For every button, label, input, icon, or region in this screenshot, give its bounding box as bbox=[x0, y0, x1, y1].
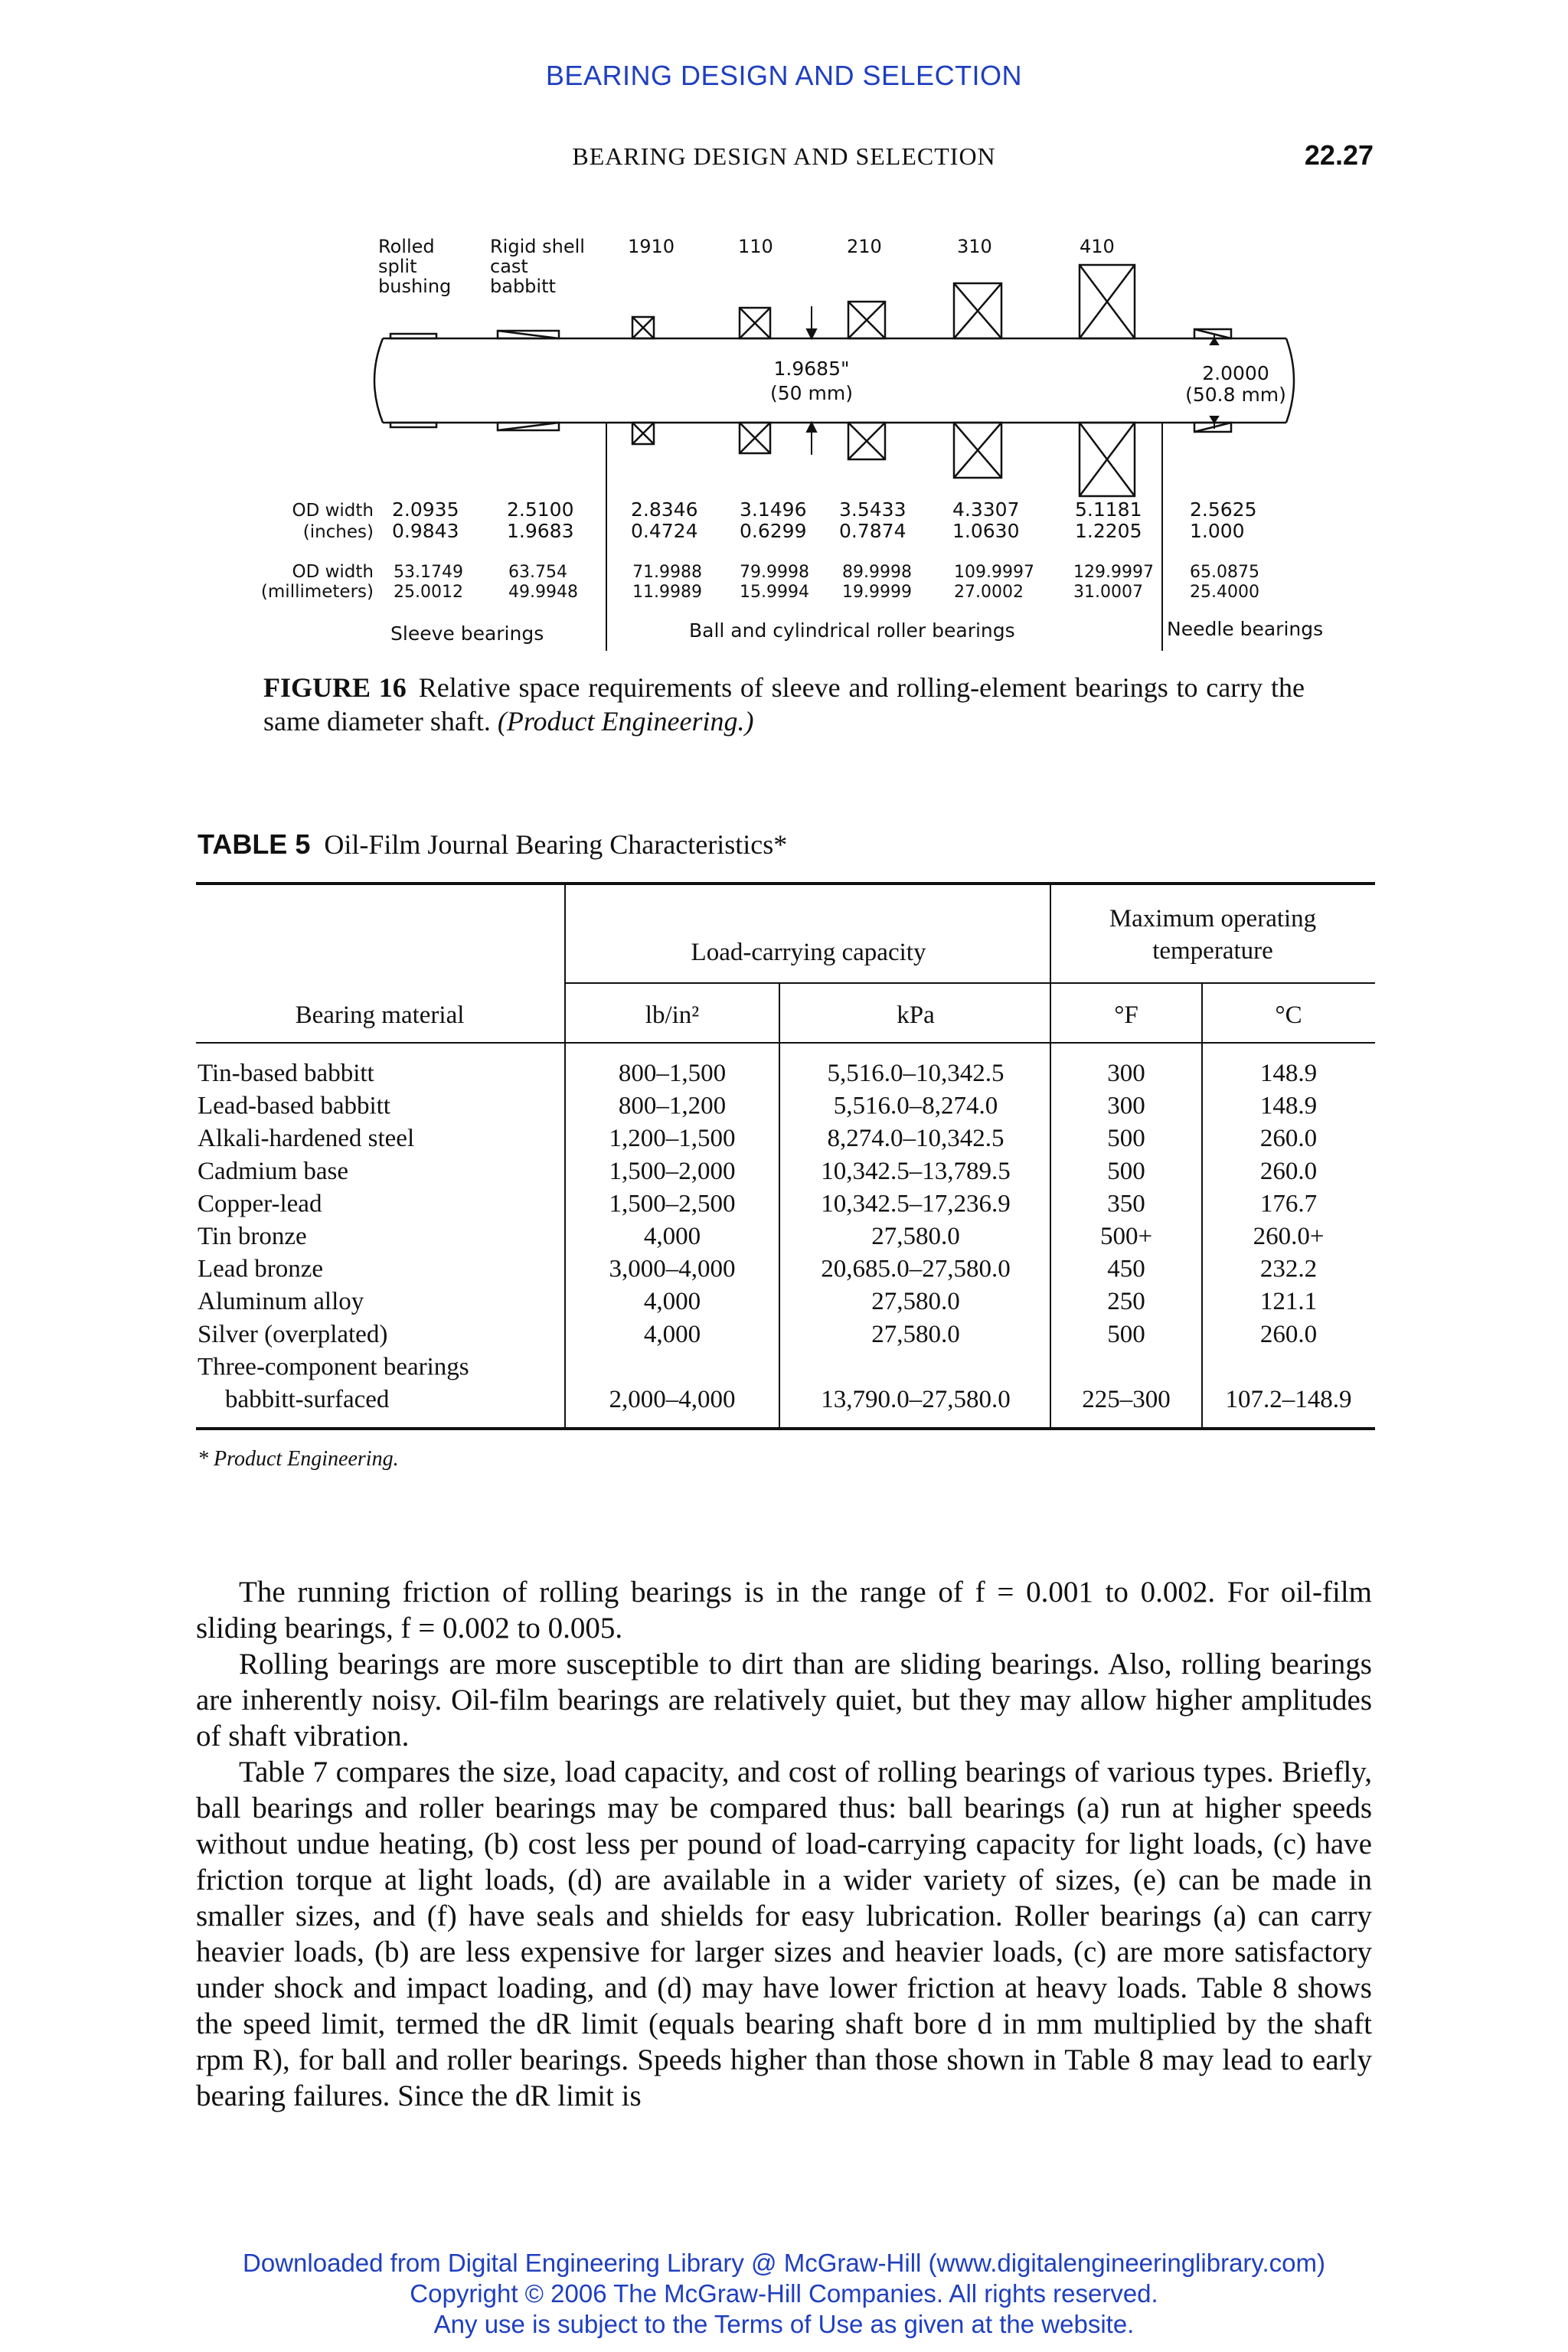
value-in: 0.9843 bbox=[392, 520, 459, 542]
table-title bbox=[198, 828, 787, 861]
table-row bbox=[225, 1386, 1352, 1413]
header-c: °C bbox=[1275, 1001, 1302, 1029]
figure-values-inches bbox=[392, 498, 1256, 542]
label-rolled: Rolled bbox=[378, 236, 435, 257]
table-cell-kpa: 10,342.5–13,789.5 bbox=[821, 1157, 1011, 1185]
table-cell-c: 176.7 bbox=[1259, 1190, 1318, 1218]
table-cell-material: Tin-based babbitt bbox=[198, 1060, 374, 1087]
table-cell-material: Three-component bearings bbox=[198, 1353, 469, 1381]
header-material: Bearing material bbox=[295, 1001, 465, 1029]
table-cell-material: Tin bronze bbox=[198, 1223, 307, 1250]
table-cell-lbin: 4,000 bbox=[643, 1223, 701, 1250]
group-header-load: Load-carrying capacity bbox=[691, 939, 926, 966]
table-cell-c: 260.0 bbox=[1259, 1157, 1318, 1185]
table-cell-f: 350 bbox=[1107, 1190, 1145, 1218]
row-label-millimeters: (millimeters) bbox=[260, 582, 374, 602]
table-cell-c: 121.1 bbox=[1259, 1288, 1318, 1316]
table-row bbox=[198, 1190, 1317, 1217]
table-cell-material: Silver (overplated) bbox=[198, 1320, 388, 1348]
rolling-bearing-sections bbox=[632, 265, 1135, 496]
value-mm: 49.9948 bbox=[508, 583, 578, 602]
table-cell-kpa: 27,580.0 bbox=[871, 1320, 960, 1348]
table-cell-material: Cadmium base bbox=[198, 1157, 349, 1185]
label-bushing: bushing bbox=[378, 276, 452, 297]
needle-dim-inch: 2.0000 bbox=[1202, 362, 1269, 384]
table-cell-f: 500 bbox=[1107, 1320, 1145, 1348]
table-row bbox=[198, 1256, 1317, 1283]
table-cell-lbin: 3,000–4,000 bbox=[609, 1255, 736, 1283]
table-cell-kpa: 27,580.0 bbox=[871, 1288, 960, 1316]
table-cell-material: Lead bronze bbox=[198, 1255, 323, 1283]
value-mm: 65.0875 bbox=[1190, 563, 1259, 582]
table-cell-f: 500+ bbox=[1099, 1223, 1153, 1250]
value-mm: 109.9997 bbox=[954, 563, 1034, 582]
value-in: 2.5625 bbox=[1190, 498, 1257, 521]
table-row bbox=[198, 1288, 1317, 1315]
table-cell-kpa: 8,274.0–10,342.5 bbox=[827, 1125, 1004, 1153]
table-cell-lbin: 800–1,500 bbox=[618, 1060, 727, 1087]
value-mm: 19.9999 bbox=[842, 583, 912, 602]
label-cast: cast bbox=[490, 256, 528, 277]
paragraph: Rolling bearings are more susceptible to dirt than are sliding bearings. Also, rolling bearings are inherently noisy. Oil-film bearings are relatively quiet, but they may allow higher amplitudes of shaft vibration. bbox=[196, 1648, 1372, 1753]
table-cell-lbin: 2,000–4,000 bbox=[609, 1386, 736, 1413]
table-cell-kpa: 20,685.0–27,580.0 bbox=[821, 1255, 1011, 1283]
running-head: BEARING DESIGN AND SELECTION bbox=[572, 142, 996, 170]
table-cell-kpa: 5,516.0–8,274.0 bbox=[833, 1092, 998, 1120]
label-110: 110 bbox=[738, 236, 773, 257]
value-mm: 129.9997 bbox=[1073, 563, 1154, 582]
table-cell-f: 500 bbox=[1107, 1157, 1145, 1185]
footer-line: Copyright © 2006 The McGraw-Hill Companies. All rights reserved. bbox=[410, 2279, 1158, 2308]
group-header-temp: Maximum operating bbox=[1109, 905, 1317, 933]
table-cell-lbin: 800–1,200 bbox=[618, 1092, 727, 1120]
header-f: °F bbox=[1114, 1001, 1138, 1029]
header-kpa: kPa bbox=[897, 1001, 935, 1029]
value-mm: 89.9998 bbox=[842, 563, 912, 582]
table-row bbox=[198, 1353, 469, 1380]
table-label: TABLE 5 bbox=[198, 828, 311, 860]
value-in: 0.6299 bbox=[740, 520, 807, 542]
value-in: 3.1496 bbox=[740, 498, 807, 521]
table-cell-lbin: 4,000 bbox=[643, 1320, 701, 1348]
table-cell-c: 232.2 bbox=[1259, 1255, 1318, 1283]
label-split: split bbox=[378, 256, 417, 277]
header-lbin: lb/in² bbox=[645, 1001, 700, 1029]
value-in: 0.7874 bbox=[839, 520, 906, 542]
value-mm: 53.1749 bbox=[394, 563, 463, 582]
table-row bbox=[198, 1223, 1324, 1250]
source-banner: BEARING DESIGN AND SELECTION bbox=[545, 60, 1023, 91]
table-cell-f: 450 bbox=[1107, 1255, 1145, 1283]
value-mm: 79.9998 bbox=[740, 563, 809, 582]
table-cell-kpa: 5,516.0–10,342.5 bbox=[827, 1060, 1004, 1087]
shaft-dim-inch: 1.9685" bbox=[773, 358, 850, 380]
shaft-dim-mm: (50 mm) bbox=[770, 382, 853, 404]
footer-line: Any use is subject to the Terms of Use as given at the website. bbox=[433, 2310, 1135, 2338]
table-cell-c: 260.0+ bbox=[1253, 1223, 1325, 1250]
table-cell-f: 500 bbox=[1107, 1125, 1145, 1153]
needle-dim-mm: (50.8 mm) bbox=[1185, 384, 1286, 406]
table-cell-c: 260.0 bbox=[1259, 1125, 1318, 1153]
figure-caption bbox=[263, 671, 1305, 738]
table-cell-lbin: 1,500–2,500 bbox=[609, 1190, 736, 1218]
value-in: 2.0935 bbox=[392, 498, 459, 521]
value-in: 2.8346 bbox=[631, 498, 698, 521]
label-rigid-shell: Rigid shell bbox=[490, 236, 585, 257]
label-210: 210 bbox=[847, 236, 882, 257]
figure-top-labels bbox=[378, 236, 1115, 297]
value-mm: 63.754 bbox=[508, 563, 567, 582]
group-label-sleeve: Sleeve bearings bbox=[390, 622, 544, 645]
value-in: 3.5433 bbox=[839, 498, 906, 521]
table-cell-lbin: 1,200–1,500 bbox=[609, 1125, 736, 1153]
table-cell-kpa: 13,790.0–27,580.0 bbox=[821, 1386, 1011, 1413]
table-row bbox=[198, 1060, 1317, 1087]
table-cell-material: Copper-lead bbox=[198, 1190, 322, 1218]
table-row bbox=[198, 1321, 1317, 1348]
table-cell-f: 300 bbox=[1107, 1092, 1145, 1120]
table-cell-material: Lead-based babbitt bbox=[198, 1092, 390, 1120]
value-mm: 31.0007 bbox=[1073, 583, 1143, 602]
dimension-arrows bbox=[807, 306, 1218, 455]
value-in: 4.3307 bbox=[952, 498, 1020, 521]
figure-16-diagram bbox=[230, 222, 1378, 666]
table-cell-kpa: 10,342.5–17,236.9 bbox=[821, 1190, 1011, 1218]
value-in: 1.2205 bbox=[1075, 520, 1142, 542]
value-in: 2.5100 bbox=[507, 498, 574, 521]
label-babbitt: babbitt bbox=[490, 276, 556, 297]
table-cell-material: Aluminum alloy bbox=[198, 1288, 364, 1316]
value-in: 0.4724 bbox=[631, 520, 698, 542]
table-cell-kpa: 27,580.0 bbox=[871, 1223, 960, 1250]
label-410: 410 bbox=[1080, 236, 1115, 257]
table-row bbox=[198, 1093, 1317, 1120]
label-1910: 1910 bbox=[628, 236, 675, 257]
table-cell-c: 107.2–148.9 bbox=[1225, 1386, 1352, 1413]
row-label-od-width-in: OD width bbox=[292, 501, 374, 521]
group-label-ball: Ball and cylindrical roller bearings bbox=[689, 619, 1015, 642]
table-cell-material: babbitt-surfaced bbox=[225, 1386, 390, 1413]
row-label-od-width-mm: OD width bbox=[292, 562, 374, 582]
value-mm: 71.9988 bbox=[632, 563, 702, 582]
group-label-needle: Needle bearings bbox=[1167, 618, 1324, 640]
value-mm: 11.9989 bbox=[632, 583, 702, 602]
figure-caption-source: (Product Engineering.) bbox=[497, 706, 754, 737]
table-cell-lbin: 4,000 bbox=[643, 1288, 701, 1316]
table-cell-f: 300 bbox=[1107, 1060, 1145, 1087]
value-in: 1.9683 bbox=[507, 520, 574, 542]
table-cell-c: 148.9 bbox=[1259, 1092, 1318, 1120]
table-5 bbox=[196, 880, 1375, 1439]
value-in: 5.1181 bbox=[1075, 498, 1142, 521]
value-mm: 25.4000 bbox=[1190, 583, 1259, 602]
page-number: 22.27 bbox=[1304, 139, 1374, 171]
figure-caption-label: FIGURE 16 bbox=[263, 672, 407, 703]
table-row bbox=[198, 1158, 1317, 1185]
paragraph: The running friction of rolling bearings is in the range of f = 0.001 to 0.002. For oil-film sliding bearings, f = 0.002 to 0.005. bbox=[196, 1576, 1372, 1645]
value-mm: 15.9994 bbox=[740, 583, 809, 602]
label-310: 310 bbox=[957, 236, 992, 257]
value-mm: 25.0012 bbox=[394, 583, 463, 602]
table-cell-lbin: 1,500–2,000 bbox=[609, 1157, 736, 1185]
footer-line[interactable]: Downloaded from Digital Engineering Library @ McGraw-Hill (www.digitalengineeringlibrary.com) bbox=[243, 2249, 1325, 2277]
table-row bbox=[198, 1125, 1317, 1152]
table-cell-material: Alkali-hardened steel bbox=[198, 1125, 415, 1153]
table-title-text: Oil-Film Journal Bearing Characteristics* bbox=[324, 829, 788, 860]
value-mm: 27.0002 bbox=[954, 583, 1024, 602]
table-cell-f: 225–300 bbox=[1082, 1386, 1171, 1413]
group-header-temp: temperature bbox=[1152, 937, 1273, 965]
table-cell-c: 148.9 bbox=[1259, 1060, 1318, 1087]
value-in: 1.0630 bbox=[952, 520, 1020, 542]
table-cell-f: 250 bbox=[1107, 1288, 1145, 1316]
paragraph: Table 7 compares the size, load capacity, and cost of rolling bearings of various types. Briefly, ball bearings and roller bearings may be compared thus: ball bearings (a) run at higher speeds without undue heating, (b) cost less per pound of load-carrying capacity for light loads, (c) have friction torque at light loads, (d) are available in a wider variety of sizes, (e) can be made in smaller sizes, and (f) have seals and shields for easy lubrication. Roller bearings (a) can carry heavier loads, (b) are less expensive for larger sizes and heavier loads, (c) are more satisfactory under shock and impact loading, and (d) may have lower friction at heavy loads. Table 8 shows the speed limit, termed the dR limit (equals bearing shaft bore d in mm multiplied by the shaft rpm R), for ball and roller bearings. Speeds higher than those shown in Table 8 may lead to early bearing failures. Since the dR limit is bbox=[196, 1756, 1372, 2112]
download-footer bbox=[0, 2248, 1568, 2340]
table-footnote: * Product Engineering. bbox=[198, 1447, 399, 1471]
body-text bbox=[196, 1574, 1372, 2114]
figure-caption-text: Relative space requirements of sleeve and rolling-element bearings to carry the same diameter shaft. bbox=[263, 672, 1305, 737]
table-cell-c: 260.0 bbox=[1259, 1320, 1318, 1348]
row-label-inches: (inches) bbox=[302, 522, 374, 542]
figure-values-mm bbox=[394, 563, 1259, 602]
value-in: 1.000 bbox=[1190, 520, 1245, 542]
table-body bbox=[198, 1060, 1352, 1413]
